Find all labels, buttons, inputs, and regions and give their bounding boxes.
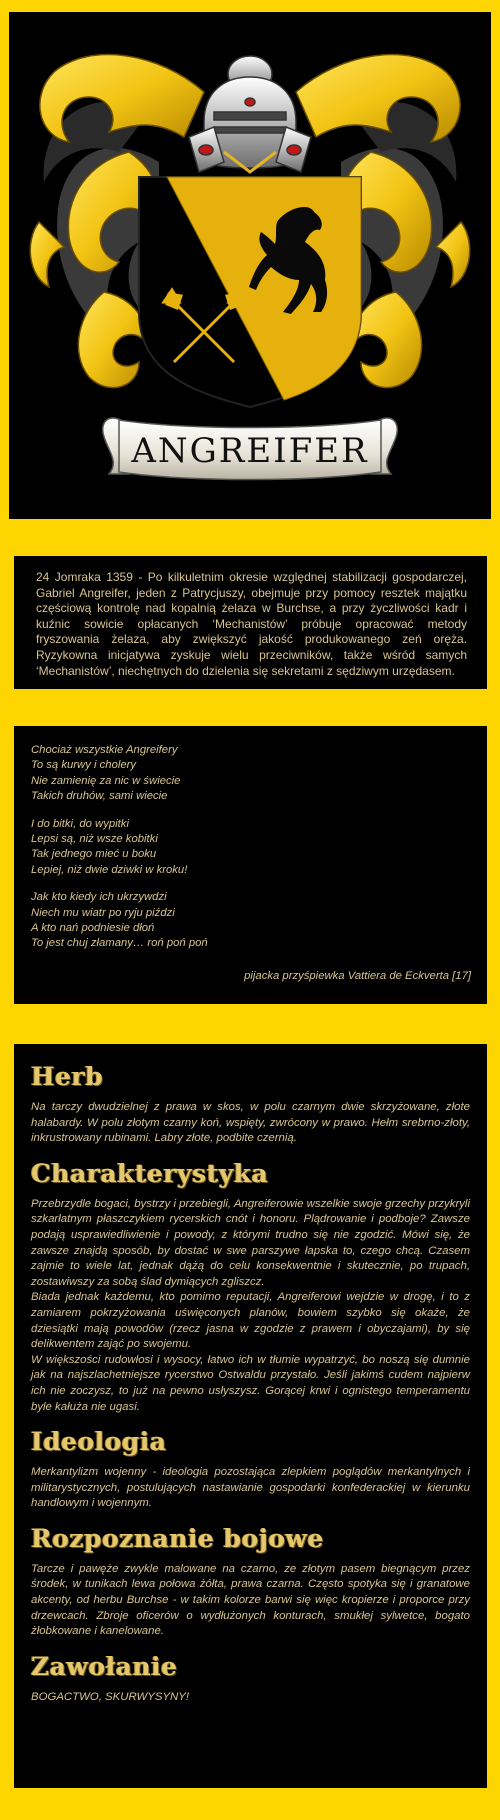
coat-of-arms xyxy=(9,12,491,519)
section-title: Charakterystyka xyxy=(31,1158,269,1188)
section-rozpoznanie-bojowe xyxy=(31,1524,470,1640)
poem-line: I do bitki, do wypitki xyxy=(31,817,129,830)
section-ideologia xyxy=(31,1427,470,1512)
section-paragraph: W większości rudowłosi i wysocy, łatwo ich w tłumie wypatrzyć, bo noszą się dumnie jak na najszlachetniejsze rycerstwo Ostwaldu przystało. Jeśli jakimś cudem najpierw ich nie zoczysz, to już na pewno usłyszysz. Gorącej krwi i ognistego temperamentu byle kałuża nie ugasi. xyxy=(31,1353,470,1413)
poem-line: Niech mu wiatr po ryju piździ xyxy=(31,906,175,919)
section-herb xyxy=(31,1062,470,1147)
poem-line: A kto nań podniesie dłoń xyxy=(31,921,155,934)
section-body xyxy=(31,1197,470,1415)
section-paragraph: Merkantylizm wojenny - ideologia pozostająca zlepkiem poglądów merkantylnych i militarystycznych, postulujących nastawianie gospodarki konfederackiej w kierunku handlowym i wojennym. xyxy=(31,1466,470,1510)
section-paragraph: Na tarczy dwudzielnej z prawa w skos, w polu czarnym dwie skrzyżowane, złote halabardy. W polu złotym czarny koń, wspięty, zwrócony w prawo. Hełm srebrno-złoty, inkrustrowany rubinami. Labry złote, podbite czernią. xyxy=(31,1101,470,1145)
intro-panel xyxy=(14,556,487,689)
section-body xyxy=(31,1100,470,1147)
section-title: Ideologia xyxy=(31,1427,167,1457)
banner-text: ANGREIFER xyxy=(131,431,369,471)
poem-stanza xyxy=(31,817,471,879)
poem-stanza xyxy=(31,890,471,952)
section-paragraph: BOGACTWO, SKURWYSYNY! xyxy=(31,1690,190,1703)
poem-line: Lepsi są, niż wsze kobitki xyxy=(31,832,158,845)
poem-stanzas xyxy=(31,743,471,952)
section-body xyxy=(31,1562,470,1640)
helmet xyxy=(189,56,311,172)
section-zawołanie xyxy=(31,1652,470,1706)
poem-line: To jest chuj złamany… roń poń poń xyxy=(31,937,208,950)
poem-line: Nie zamienię za nic w świecie xyxy=(31,774,181,787)
poem-line: Lepiej, niż dwie dziwki w kroku! xyxy=(31,863,188,876)
section-charakterystyka xyxy=(31,1159,470,1415)
section-title: Zawołanie xyxy=(31,1651,178,1681)
crest-panel xyxy=(9,12,491,519)
section-title: Herb xyxy=(31,1062,104,1091)
description-sections xyxy=(31,1062,470,1705)
poem-line: Tak jednego mieć u boku xyxy=(31,848,157,861)
poem-stanza xyxy=(31,743,471,805)
intro-text: 24 Jomraka 1359 - Po kilkuletnim okresie względnej stabilizacji gospodarczej, Gabriel Angreifer, jeden z Patrycjuszy, obejmuje przy pomocy resztek majątku częściową kontrolę nad kopalnią żelaza w Burchse, a przy życzliwości kadr i kuźnic sowicie opłacanych ‘Mechanistów’ próbuje opracować metody fryszowania żelaza, aby zwiększyć jakość produkowanego zeń oręża. Ryzykowna inicjatywa zyskuje wielu przeciwników, także wśród samych ‘Mechanistów’, niechętnych do dzielenia się sekretami z sędziwym urzędasem. xyxy=(36,570,467,678)
section-title: Rozpoznanie bojowe xyxy=(31,1523,324,1553)
poem-line: Chociaż wszystkie Angreifery xyxy=(31,744,178,756)
section-paragraph: Przebrzydle bogaci, bystrzy i przebiegli, Angreiferowie wszelkie swoje grzechy przykryli szkarłatnym płaszczykiem rycerskich cnót i honoru. Plądrowanie i podboje? Zawsze podają usprawiedliwienie i powody, z którymi trudno się nie zgodzić. Mówi się, że zawsze znajdą sposób, by dostać w swe parszywe łapska to, czego chcą. Czasem zajmie to wiele lat, jednak dążą do celu konsekwentnie i skutecznie, po trupach, zostawiwszy za sobą ślad dymiących zgliszcz. xyxy=(31,1197,470,1288)
poem-line: Jak kto kiedy ich ukrzywdzi xyxy=(31,891,167,904)
section-body xyxy=(31,1465,470,1512)
poem-line: Takich druhów, sami wiecie xyxy=(31,790,168,803)
section-body xyxy=(31,1690,470,1706)
name-banner xyxy=(103,418,398,480)
section-paragraph: Biada jednak każdemu, kto pomimo reputacji, Angreiferowi wejdzie w drogę, i to z zamiarem pokrzyżowania uświęconych planów, bowiem szybko się okaże, że dziesiątki mają powodów (rzecz jasna w zgodzie z prawem i obyczajami), by się delikwentem zająć po swojemu. xyxy=(31,1291,470,1351)
description-panel xyxy=(14,1044,487,1788)
section-paragraph: Tarcze i pawęże zwykle malowane na czarno, ze złotym pasem biegnącym przez środek, w tunikach lewa połowa żółta, prawa czarna. Często spotyka się i granatowe akcenty, od herbu Burchse - w takim kolorze barwi się więc kropierze i proporce przy drzewcach. Zbroje oficerów o wydłużonych konturach, smukłej sylwetce, bogato żłobkowane i kanelowane. xyxy=(31,1562,470,1638)
poem-line: To są kurwy i cholery xyxy=(31,759,137,772)
poem-panel xyxy=(14,726,487,1004)
poem-attribution: pijacka przyśpiewka Vattiera de Eckverta [17] xyxy=(244,969,471,982)
